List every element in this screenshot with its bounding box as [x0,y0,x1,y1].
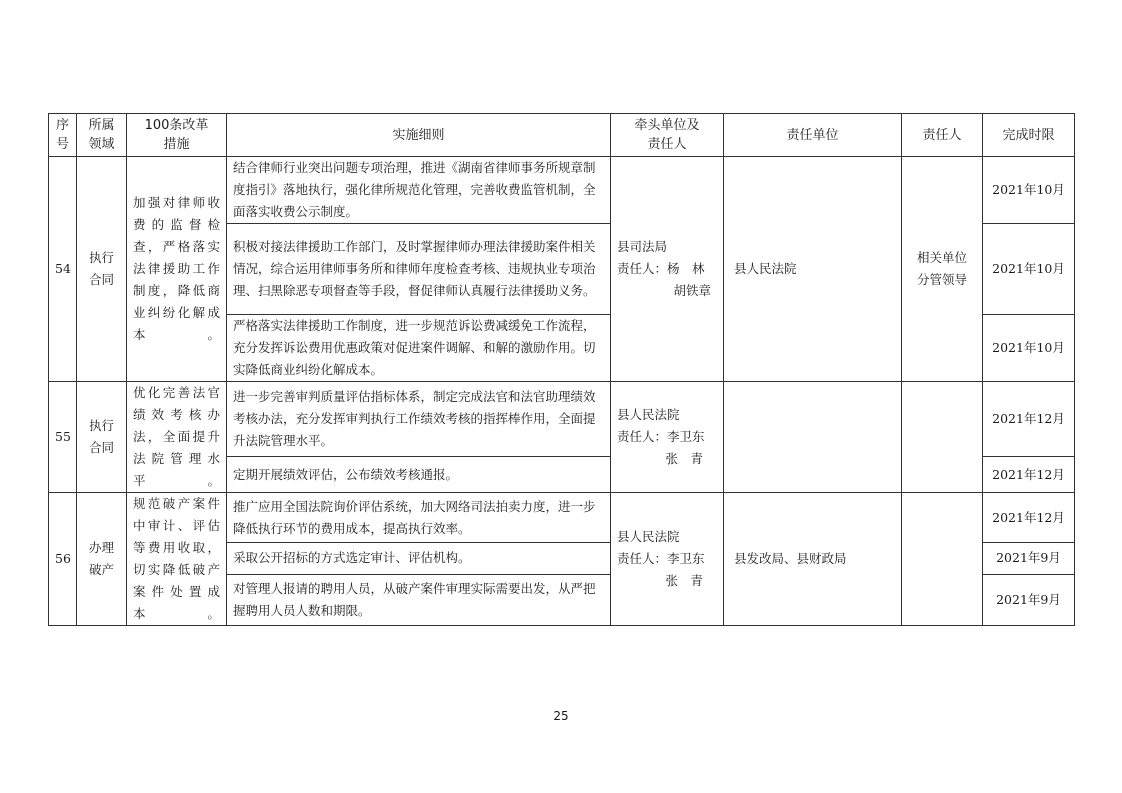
row-unit [724,382,902,493]
lead-unit: 县司法局 [617,239,668,254]
lead-person-2: 张 青 [665,573,703,588]
row-deadline: 2021年12月 [983,457,1075,493]
table-row [49,493,1075,543]
page-number: 25 [553,709,569,723]
row-detail: 对管理人报请的聘用人员，从破产案件审理实际需要出发，从严把握聘用人员人数和期限。 [227,574,611,625]
header-unit: 责任单位 [724,114,902,157]
table-row [49,382,1075,457]
row-measure: 加强对律师收费的监督检查，严格落实法律援助工作制度，降低商业纠纷化解成本。 [127,157,227,382]
row-person [902,493,983,626]
row-detail: 严格落实法律援助工作制度，进一步规范诉讼费减缓免工作流程，充分发挥诉讼费用优惠政策对促进案件调解、和解的激励作用。切实降低商业纠纷化解成本。 [227,315,611,382]
lead-person: 责任人：李卫东 [617,429,705,444]
lead-unit: 县人民法院 [617,529,680,544]
header-deadline: 完成时限 [983,114,1075,157]
row-measure: 规范破产案件中审计、评估等费用收取，切实降低破产案件处置成本。 [127,493,227,626]
row-detail: 定期开展绩效评估，公布绩效考核通报。 [227,457,611,493]
row-deadline: 2021年12月 [983,493,1075,543]
row-unit: 县发改局、县财政局 [724,493,902,626]
row-no: 55 [49,382,77,493]
header-person: 责任人 [902,114,983,157]
row-deadline: 2021年12月 [983,382,1075,457]
row-field: 执行合同 [77,157,127,382]
row-measure: 优化完善法官绩效考核办法，全面提升法院管理水平。 [127,382,227,493]
row-deadline: 2021年10月 [983,315,1075,382]
row-detail: 采取公开招标的方式选定审计、评估机构。 [227,543,611,574]
lead-person-2: 胡铁章 [673,283,711,298]
row-detail: 结合律师行业突出问题专项治理，推进《湖南省律师事务所规章制度指引》落地执行，强化律所规范化管理，完善收费监管机制，全面落实收费公示制度。 [227,157,611,224]
row-deadline: 2021年9月 [983,543,1075,574]
row-detail: 推广应用全国法院询价评估系统，加大网络司法拍卖力度，进一步降低执行环节的费用成本，提高执行效率。 [227,493,611,543]
header-lead: 牵头单位及责任人 [611,114,724,157]
row-no: 56 [49,493,77,626]
row-unit: 县人民法院 [724,157,902,382]
row-field: 执行合同 [77,382,127,493]
row-lead [611,157,724,382]
table-header-row [49,114,1075,157]
row-field: 办理破产 [77,493,127,626]
row-no: 54 [49,157,77,382]
lead-person: 责任人：李卫东 [617,551,705,566]
header-field: 所属领域 [77,114,127,157]
header-detail: 实施细则 [227,114,611,157]
row-detail: 积极对接法律援助工作部门，及时掌握律师办理法律援助案件相关情况，综合运用律师事务所和律师年度检查考核、违规执业专项治理、扫黑除恶专项督查等手段，督促律师认真履行法律援助义务。 [227,224,611,315]
row-person [902,382,983,493]
lead-unit: 县人民法院 [617,407,680,422]
lead-person-2: 张 青 [665,451,703,466]
row-lead [611,382,724,493]
header-no: 序号 [49,114,77,157]
row-deadline: 2021年9月 [983,574,1075,625]
reform-measures-table [48,113,1075,626]
lead-person: 责任人：杨 林 [617,261,705,276]
row-deadline: 2021年10月 [983,224,1075,315]
row-person: 相关单位分管领导 [902,157,983,382]
table-row [49,157,1075,224]
header-measure: 100条改革措施 [127,114,227,157]
row-lead [611,493,724,626]
row-deadline: 2021年10月 [983,157,1075,224]
row-detail: 进一步完善审判质量评估指标体系，制定完成法官和法官助理绩效考核办法，充分发挥审判执行工作绩效考核的指挥棒作用，全面提升法院管理水平。 [227,382,611,457]
